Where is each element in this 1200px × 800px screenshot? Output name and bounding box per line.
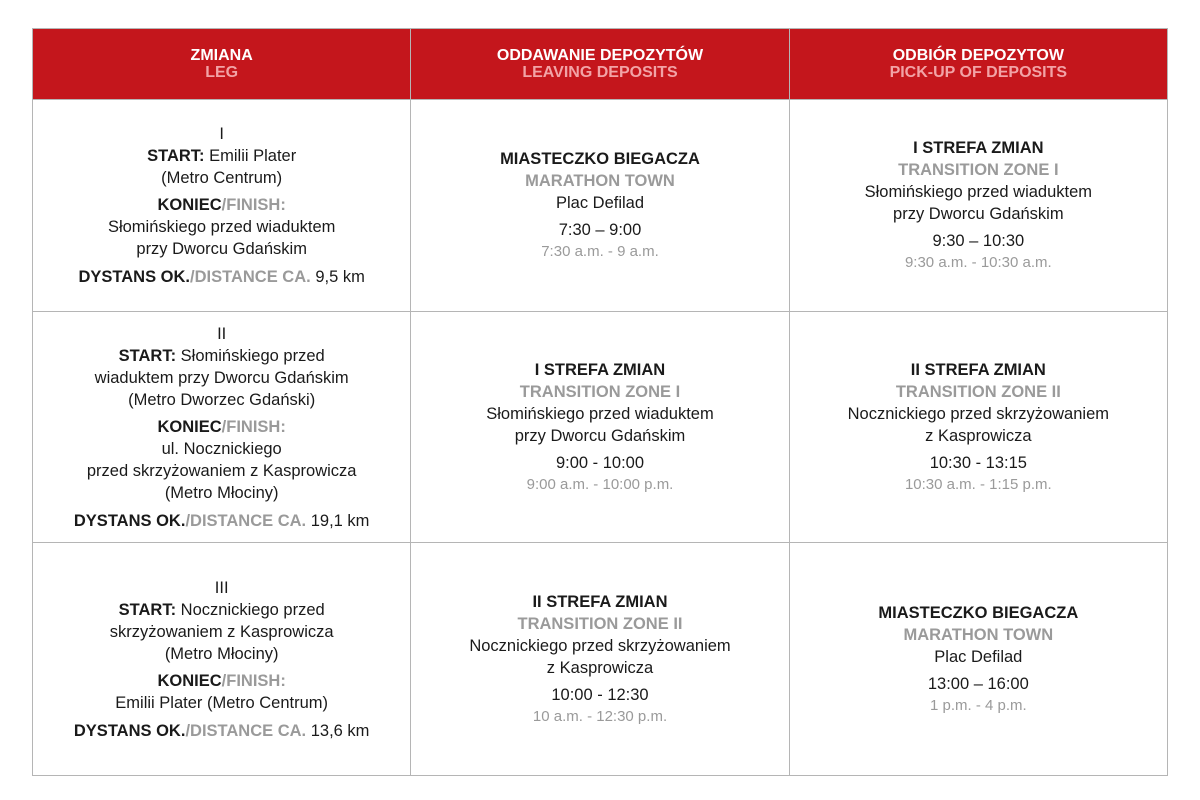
distance-label: /DISTANCE CA. (185, 511, 307, 530)
pickup-time: 13:00 – 16:00 (927, 674, 1029, 693)
leaving-time: 7:30 – 9:00 (558, 221, 642, 239)
pickup-title-en: TRANSITION ZONE II (895, 382, 1061, 401)
pickup-place-line1: Nocznickiego przed skrzyżowaniem (847, 404, 1109, 423)
start-label: START: (147, 147, 205, 165)
leaving-title-en: TRANSITION ZONE II (517, 614, 683, 633)
start-value: Emilii Plater (204, 147, 297, 165)
leaving-title: I STREFA ZMIAN (534, 360, 666, 379)
pickup-title: II STREFA ZMIAN (910, 360, 1046, 379)
leaving-place-line2: przy Dworcu Gdańskim (514, 426, 686, 445)
leg-distance (33, 720, 410, 742)
leg-start-line3: (Metro Dworzec Gdański) (128, 390, 316, 409)
table-header-row (33, 29, 1168, 100)
leaving-place-line1: Słomińskiego przed wiaduktem (486, 404, 714, 423)
header-pickup-pl: ODBIÓR DEPOZYTOW (892, 47, 1064, 64)
leaving-cell (411, 312, 789, 543)
leg-finish-line1: ul. Nocznickiego (161, 439, 282, 458)
leg-start-line2: skrzyżowaniem z Kasprowicza (109, 622, 334, 641)
leaving-title: II STREFA ZMIAN (532, 592, 668, 611)
leg-start (33, 145, 410, 167)
pickup-cell (789, 100, 1167, 312)
pickup-time-en: 10:30 a.m. - 1:15 p.m. (904, 475, 1052, 493)
table-row (33, 312, 1168, 543)
start-value: Słomińskiego przed (176, 346, 325, 365)
pickup-title: I STREFA ZMIAN (913, 139, 1044, 157)
pickup-cell (789, 543, 1167, 776)
pickup-time-en: 9:30 a.m. - 10:30 a.m. (904, 254, 1052, 271)
leg-number: II (217, 324, 227, 343)
leg-distance (33, 266, 410, 288)
leg-finish-line1: Emilii Plater (Metro Centrum) (115, 693, 329, 712)
pickup-time: 9:30 – 10:30 (932, 232, 1025, 250)
leg-finish-line1: Słomińskiego przed wiaduktem (107, 218, 336, 236)
leaving-title-en: TRANSITION ZONE I (519, 382, 681, 401)
pickup-time-en: 1 p.m. - 4 p.m. (929, 696, 1027, 714)
leaving-time-en: 9:00 a.m. - 10:00 p.m. (526, 475, 674, 493)
header-pickup (789, 29, 1167, 100)
leg-cell (33, 543, 411, 776)
leaving-title: MIASTECZKO BIEGACZA (500, 150, 700, 168)
leaving-place-line2: z Kasprowicza (546, 658, 654, 677)
header-leaving (411, 29, 789, 100)
distance-value: 9,5 km (310, 268, 365, 286)
pickup-title-en: MARATHON TOWN (903, 625, 1054, 644)
leg-start-line2: (Metro Centrum) (161, 169, 283, 187)
distance-value: 19,1 km (306, 511, 370, 530)
leaving-time: 10:00 - 12:30 (551, 685, 649, 704)
header-pickup-en: PICK-UP OF DEPOSITS (889, 64, 1068, 81)
start-label: START: (118, 600, 177, 619)
distance-label: /DISTANCE CA. (185, 721, 307, 740)
leg-cell (33, 312, 411, 543)
leg-number: I (219, 125, 224, 143)
start-label: START: (118, 346, 177, 365)
distance-label: /DISTANCE CA. (190, 268, 311, 286)
leaving-cell (411, 543, 789, 776)
pickup-place: Plac Defilad (934, 647, 1023, 666)
leg-finish-label (33, 194, 410, 216)
table-row (33, 100, 1168, 312)
pickup-title: MIASTECZKO BIEGACZA (878, 603, 1079, 622)
pickup-cell (789, 312, 1167, 543)
leaving-time: 9:00 - 10:00 (555, 453, 645, 472)
leaving-title-en: MARATHON TOWN (525, 172, 675, 190)
leg-distance (33, 510, 410, 532)
pickup-place-line2: przy Dworcu Gdańskim (893, 205, 1064, 223)
leg-finish-line2: przy Dworcu Gdańskim (136, 240, 307, 258)
finish-label: /FINISH: (221, 671, 286, 690)
leg-finish-line2: przed skrzyżowaniem z Kasprowicza (86, 461, 357, 480)
pickup-place-line1: Słomińskiego przed wiaduktem (864, 183, 1093, 201)
finish-label: /FINISH: (221, 196, 286, 214)
dystans-label: DYSTANS OK. (73, 721, 186, 740)
finish-label: /FINISH: (221, 417, 286, 436)
leg-start (33, 345, 410, 367)
header-leg-en: LEG (205, 64, 239, 81)
leg-cell (33, 100, 411, 312)
distance-value: 13,6 km (306, 721, 370, 740)
header-leaving-pl: ODDAWANIE DEPOZYTÓW (496, 47, 704, 64)
header-leg (33, 29, 411, 100)
koniec-label: KONIEC (157, 417, 222, 436)
table-row (33, 543, 1168, 776)
leaving-cell (411, 100, 789, 312)
koniec-label: KONIEC (157, 196, 222, 214)
leg-finish-label (33, 416, 410, 438)
pickup-place-line2: z Kasprowicza (925, 426, 1032, 445)
leg-start-line3: (Metro Młociny) (164, 644, 279, 663)
leg-finish-line3: (Metro Młociny) (164, 483, 279, 502)
pickup-time: 10:30 - 13:15 (929, 453, 1027, 472)
dystans-label: DYSTANS OK. (73, 511, 186, 530)
pickup-title-en: TRANSITION ZONE I (898, 161, 1059, 179)
leg-start (33, 599, 410, 621)
leg-number: III (214, 578, 229, 597)
leaving-time-en: 7:30 a.m. - 9 a.m. (541, 243, 659, 260)
header-leg-pl: ZMIANA (190, 47, 253, 64)
leaving-place: Plac Defilad (555, 194, 645, 212)
leg-finish-label (33, 670, 410, 692)
dystans-label: DYSTANS OK. (78, 268, 191, 286)
leaving-time-en: 10 a.m. - 12:30 p.m. (532, 707, 668, 725)
leaving-place-line1: Nocznickiego przed skrzyżowaniem (469, 636, 731, 655)
leg-start-line2: wiaduktem przy Dworcu Gdańskim (94, 368, 349, 387)
header-leaving-en: LEAVING DEPOSITS (522, 64, 678, 81)
koniec-label: KONIEC (157, 671, 222, 690)
start-value: Nocznickiego przed (176, 600, 325, 619)
deposits-schedule-table (32, 28, 1168, 776)
